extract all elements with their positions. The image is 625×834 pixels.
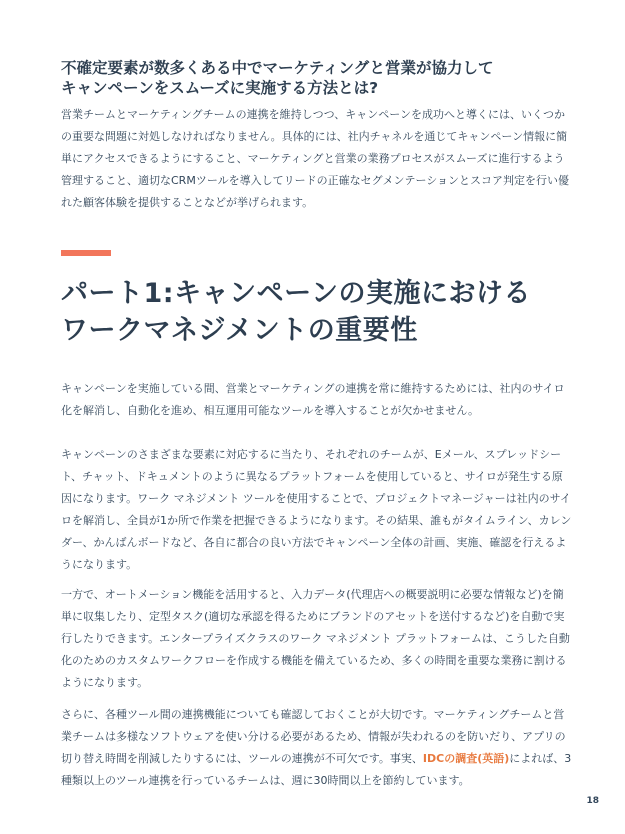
section-heading [61, 58, 571, 98]
section-heading-line-1: 不確定要素が数多くある中でマーケティングと営業が協力して [61, 59, 494, 77]
section-heading-line-2: キャンペーンをスムーズに実施する方法とは? [61, 79, 379, 97]
part-title-line-2: ワークマネジメントの重要性 [61, 315, 418, 346]
idc-research-link[interactable]: IDCの調査(英語) [422, 752, 510, 765]
paragraph-integrations-text-before: さらに、各種ツール間の連携機能についても確認しておくことが大切です。マーケティングチームと営業チームは多様なソフトウェアを使い分ける必要があるため、情報が失われるのを防いだり、アプリの切り替え時間を削減したりするには、ツールの連携が不可欠です。事実、 [61, 708, 566, 765]
accent-bar [61, 250, 111, 256]
part-title-line-1: パート1:キャンペーンの実施における [61, 278, 532, 309]
page-number: 18 [586, 796, 599, 806]
intro-paragraph: 営業チームとマーケティングチームの連携を維持しつつ、キャンペーンを成功へと導くには、いくつかの重要な問題に対処しなければなりません。具体的には、社内チャネルを通じてキャンペーン情報に簡単にアクセスできるようにすること、マーケティングと営業の業務プロセスがスムーズに進行するよう管理すること、適切なCRMツールを導入してリードの正確なセグメンテーションとスコア判定を行い優れた顧客体験を提供することなどが挙げられます。 [61, 108, 570, 209]
paragraph-silo: キャンペーンを実施している間、営業とマーケティングの連携を常に維持するためには、社内のサイロ化を解消し、自動化を進め、相互運用可能なツールを導入することが欠かせません。 [61, 382, 565, 417]
part-title [61, 275, 581, 349]
paragraph-automation: 一方で、オートメーション機能を活用すると、入力データ(代理店への概要説明に必要な情報など)を簡単に収集したり、定型タスク(適切な承認を得るためにブランドのアセットを送付するなど)を自動で実行したりできます。エンタープライズクラスのワーク マネジメント プラットフォームは、こうした自動化のためのカスタムワークフローを作成する機能を備えているため、多くの時間を重要な業務に割けるようになります。 [61, 588, 570, 689]
paragraph-integrations-text-after: によれば、3種類以上のツール連携を行っているチームは、週に30時間以上を節約しています。 [61, 752, 572, 787]
paragraph-integrations [61, 704, 573, 792]
paragraph-platforms: キャンペーンのさまざまな要素に対応するに当たり、それぞれのチームが、Eメール、スプレッドシート、チャット、ドキュメントのように異なるプラットフォームを使用していると、サイロが発生する原因になります。ワーク マネジメント ツールを使用することで、プロジェクトマネージャーは社内のサイロを解消し、全員が1か所で作業を把握できるようになります。その結果、誰もがタイムライン、カレンダー、かんばんボードなど、各自に都合の良い方法でキャンペーン全体の計画、実施、確認を行えるようになります。 [61, 448, 572, 571]
